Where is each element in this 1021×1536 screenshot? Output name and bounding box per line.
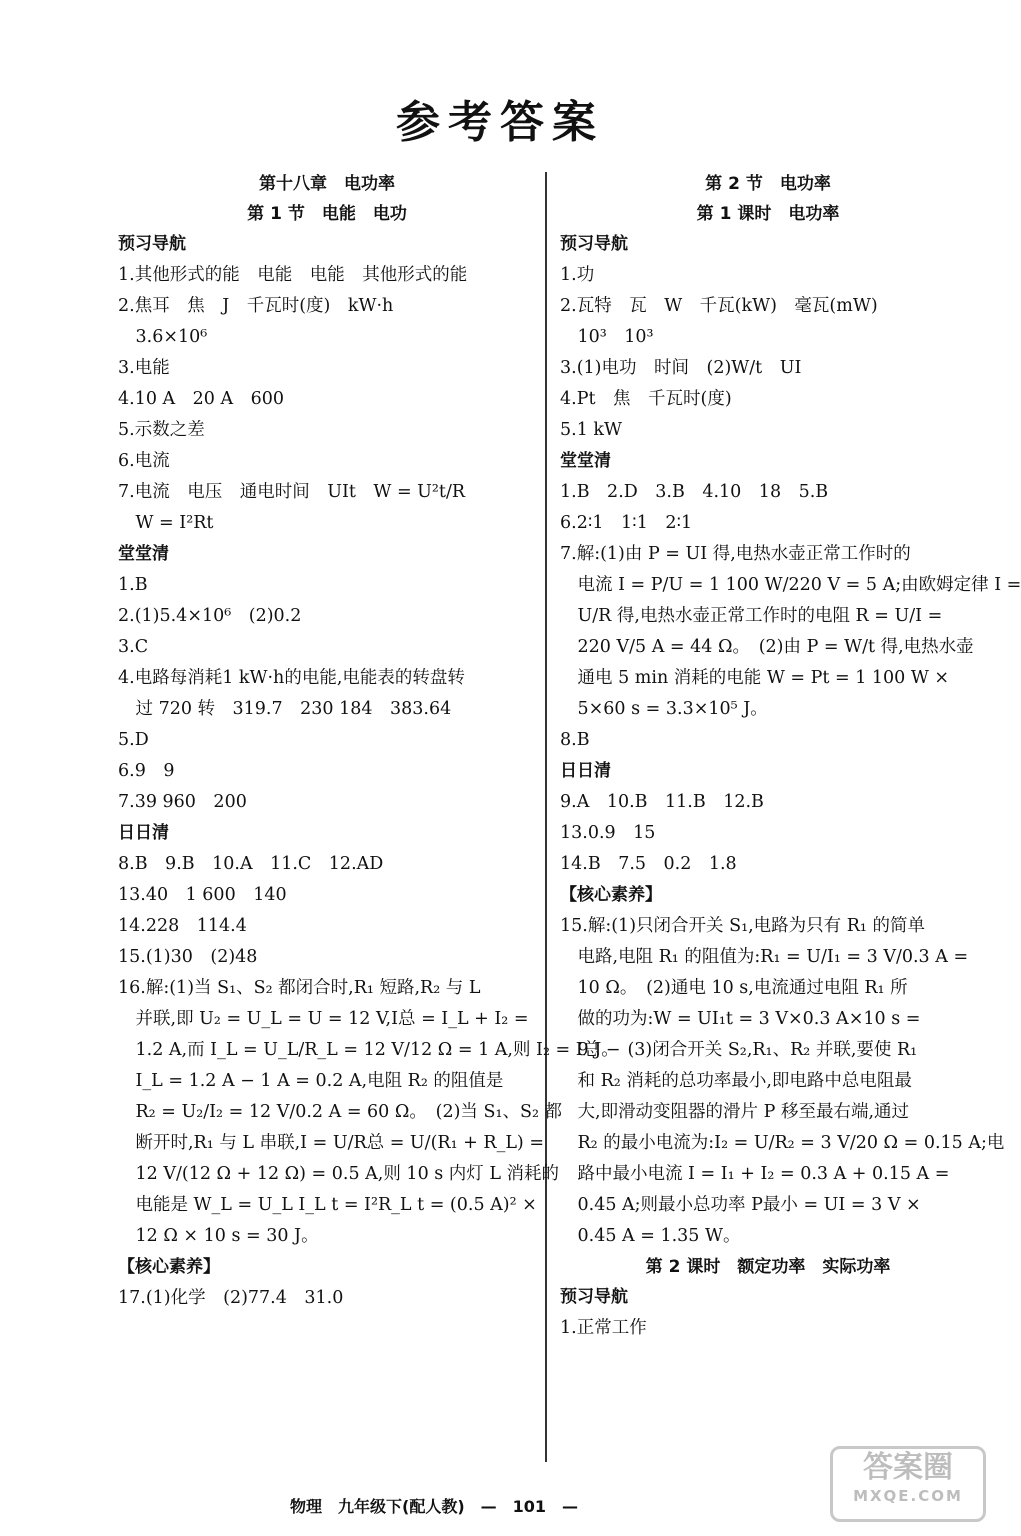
- lesson-heading: 第 1 课时 电功率: [696, 204, 840, 224]
- answer-line: 4.10 A 20 A 600: [118, 389, 285, 409]
- answer-line: I_L = 1.2 A − 1 A = 0.2 A,电阻 R₂ 的阻值是: [118, 1071, 504, 1091]
- answer-line: 5.D: [118, 730, 149, 750]
- answer-line: 9.A 10.B 11.B 12.B: [560, 792, 764, 812]
- answer-line: 13.0.9 15: [560, 823, 656, 843]
- answer-line: 13.40 1 600 140: [118, 885, 287, 905]
- section-label: 预习导航: [118, 234, 186, 254]
- answer-line: 断开时,R₁ 与 L 串联,I = U/R总 = U/(R₁ + R_L) =: [118, 1133, 544, 1153]
- answer-line: 15.(1)30 (2)48: [118, 947, 258, 967]
- section-label: 日日清: [560, 761, 611, 781]
- watermark-text: 答案圈: [863, 1450, 953, 1485]
- answer-line: 电能是 W_L = U_L I_L t = I²R_L t = (0.5 A)² ×: [118, 1195, 537, 1215]
- chapter-heading: 第十八章 电功率: [259, 174, 395, 194]
- right-column: [560, 170, 1021, 1345]
- answer-line: 14.B 7.5 0.2 1.8: [560, 854, 737, 874]
- answer-line: R₂ = U₂/I₂ = 12 V/0.2 A = 60 Ω。 (2)当 S₁、S₂ 都: [118, 1102, 563, 1122]
- answer-line: 5.示数之差: [118, 420, 205, 440]
- answer-line: R₂ 的最小电流为:I₂ = U/R₂ = 3 V/20 Ω = 0.15 A;电: [560, 1133, 1005, 1153]
- answer-line: 1.B 2.D 3.B 4.10 18 5.B: [560, 482, 829, 502]
- answer-line: 7.39 960 200: [118, 792, 247, 812]
- answer-line: 7.电流 电压 通电时间 UIt W = U²t/R: [118, 482, 466, 502]
- answer-line: 0.45 A;则最小总功率 P最小 = UI = 3 V ×: [560, 1195, 921, 1215]
- answer-line: 5.1 kW: [560, 420, 622, 440]
- answer-line: 0.45 A = 1.35 W。: [560, 1226, 741, 1246]
- answer-line: 6.2∶1 1∶1 2∶1: [560, 513, 693, 533]
- answer-line: 2.瓦特 瓦 W 千瓦(kW) 毫瓦(mW): [560, 296, 878, 316]
- answer-line: 和 R₂ 消耗的总功率最小,即电路中总电阻最: [560, 1071, 912, 1091]
- section-heading: 第 2 节 电功率: [705, 174, 831, 194]
- answer-line: 9 J。 (3)闭合开关 S₂,R₁、R₂ 并联,要使 R₁: [560, 1040, 918, 1060]
- answer-line: 7.解:(1)由 P = UI 得,电热水壶正常工作时的: [560, 544, 911, 564]
- answer-line: 1.其他形式的能 电能 电能 其他形式的能: [118, 265, 468, 285]
- section-heading: 第 1 节 电能 电功: [247, 204, 407, 224]
- answer-line: 4.Pt 焦 千瓦时(度): [560, 389, 732, 409]
- answer-line: 电路,电阻 R₁ 的阻值为:R₁ = U/I₁ = 3 V/0.3 A =: [560, 947, 969, 967]
- answer-line: 3.6×10⁶: [118, 327, 208, 347]
- answer-line: 15.解:(1)只闭合开关 S₁,电路为只有 R₁ 的简单: [560, 916, 925, 936]
- section-label: 堂堂清: [560, 451, 611, 471]
- answer-line: 1.正常工作: [560, 1318, 647, 1338]
- section-label: 预习导航: [560, 1287, 628, 1307]
- answer-line: 10³ 10³: [560, 327, 654, 347]
- answer-line: 4.电路每消耗1 kW·h的电能,电能表的转盘转: [118, 668, 465, 688]
- answer-line: 8.B 9.B 10.A 11.C 12.AD: [118, 854, 384, 874]
- answer-line: W = I²Rt: [118, 513, 214, 533]
- answer-line: 3.(1)电功 时间 (2)W/t UI: [560, 358, 802, 378]
- answer-line: 6.电流: [118, 451, 170, 471]
- answer-line: U/R 得,电热水壶正常工作时的电阻 R = U/I =: [560, 606, 943, 626]
- answer-line: 3.电能: [118, 358, 170, 378]
- answer-line: 2.焦耳 焦 J 千瓦时(度) kW·h: [118, 296, 394, 316]
- answer-line: 并联,即 U₂ = U_L = U = 12 V,I总 = I_L + I₂ =: [118, 1009, 529, 1029]
- section-label: 预习导航: [560, 234, 628, 254]
- page-title: 参考答案: [396, 97, 604, 148]
- watermark-logo: [830, 1446, 986, 1522]
- answer-line: 过 720 转 319.7 230 184 383.64: [118, 699, 452, 719]
- answer-line: 大,即滑动变阻器的滑片 P 移至最右端,通过: [560, 1102, 910, 1122]
- section-label: 【核心素养】: [560, 885, 662, 905]
- answer-line: 通电 5 min 消耗的电能 W = Pt = 1 100 W ×: [560, 668, 950, 688]
- section-label: 【核心素养】: [118, 1257, 220, 1277]
- answer-line: 8.B: [560, 730, 590, 750]
- answer-line: 16.解:(1)当 S₁、S₂ 都闭合时,R₁ 短路,R₂ 与 L: [118, 978, 481, 998]
- answer-line: 3.C: [118, 637, 149, 657]
- watermark-url: MXQE.COM: [853, 1487, 963, 1505]
- answer-line: 12 V/(12 Ω + 12 Ω) = 0.5 A,则 10 s 内灯 L 消耗的: [118, 1164, 560, 1184]
- section-label: 日日清: [118, 823, 169, 843]
- answer-line: 220 V/5 A = 44 Ω。 (2)由 P = W/t 得,电热水壶: [560, 637, 974, 657]
- answer-line: 2.(1)5.4×10⁶ (2)0.2: [118, 606, 302, 626]
- right-answer-groups-2: [560, 1283, 976, 1345]
- answer-line: 17.(1)化学 (2)77.4 31.0: [118, 1288, 344, 1308]
- answer-line: 14.228 114.4: [118, 916, 247, 936]
- answer-line: 做的功为:W = UI₁t = 3 V×0.3 A×10 s =: [560, 1009, 921, 1029]
- column-divider: [545, 172, 547, 1462]
- answer-line: 5×60 s = 3.3×10⁵ J。: [560, 699, 768, 719]
- answer-line: 12 Ω × 10 s = 30 J。: [118, 1226, 319, 1246]
- answer-line: 电流 I = P/U = 1 100 W/220 V = 5 A;由欧姆定律 I =: [560, 575, 1021, 595]
- answer-line: 6.9 9: [118, 761, 175, 781]
- answer-line: 1.2 A,而 I_L = U_L/R_L = 12 V/12 Ω = 1 A,则 I₂ = I总 −: [118, 1040, 621, 1060]
- answer-line: 1.功: [560, 265, 595, 285]
- answer-line: 10 Ω。 (2)通电 10 s,电流通过电阻 R₁ 所: [560, 978, 908, 998]
- page-footer: 物理 九年级下(配人教) — 101 —: [290, 1497, 579, 1516]
- right-answer-groups: [560, 230, 1021, 1253]
- answer-line: 1.B: [118, 575, 148, 595]
- lesson-heading-2: 第 2 课时 额定功率 实际功率: [645, 1257, 891, 1277]
- answer-line: 路中最小电流 I = I₁ + I₂ = 0.3 A + 0.15 A =: [560, 1164, 950, 1184]
- section-label: 堂堂清: [118, 544, 169, 564]
